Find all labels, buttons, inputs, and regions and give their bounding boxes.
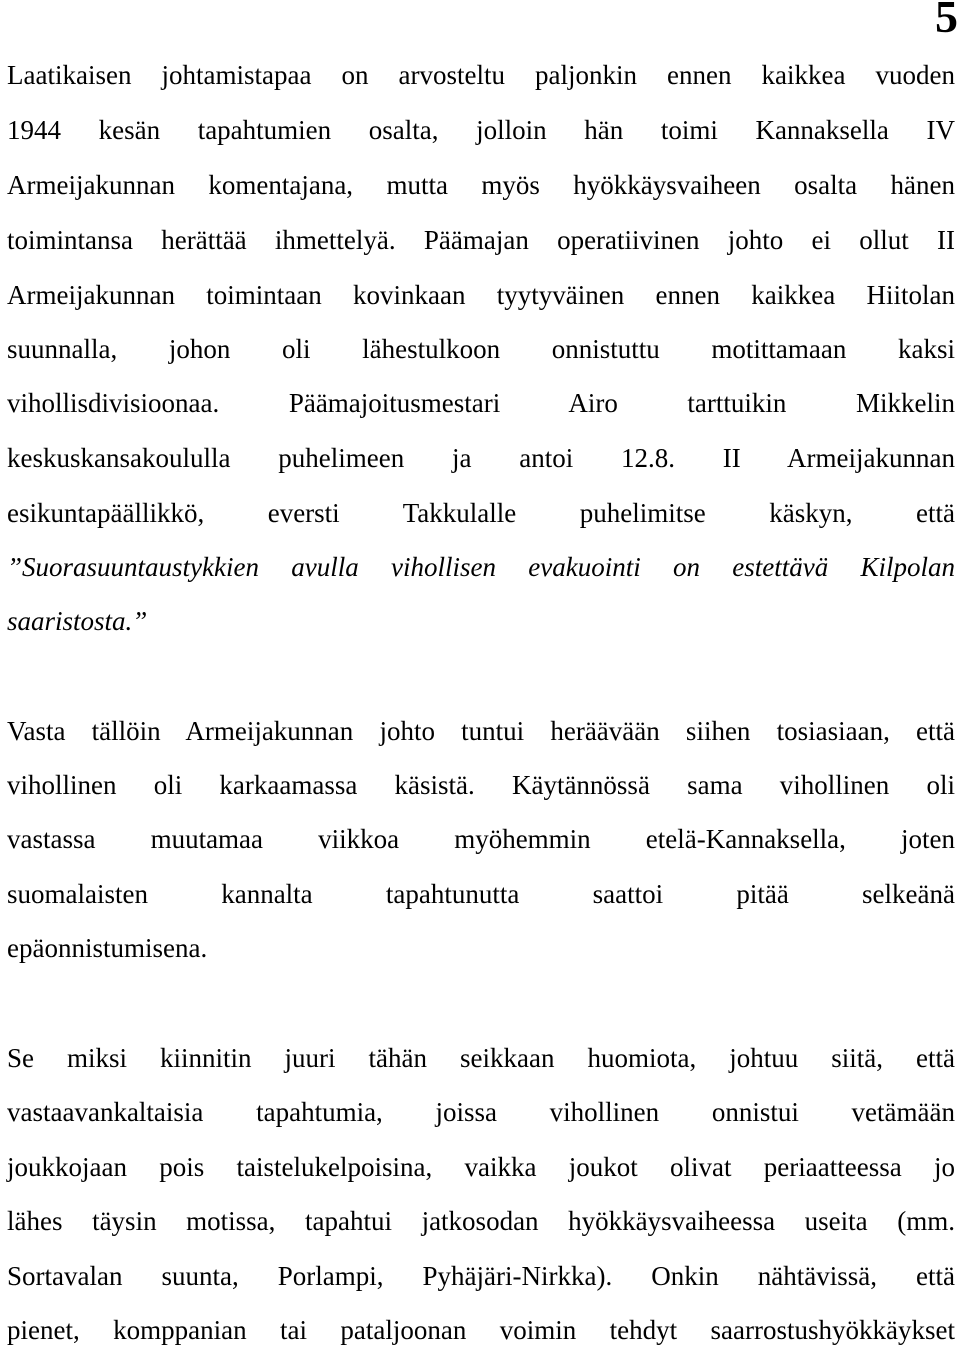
text-line: suunnalla, johon oli lähestulkoon onnistuttu motittamaan kaksi <box>7 334 955 364</box>
text-line: pienet, komppanian tai pataljoonan voimin tehdyt saarrostushyökkäykset <box>7 1315 955 1345</box>
page-number: 5 <box>935 0 958 42</box>
text-line: Armeijakunnan toimintaan kovinkaan tyytyväinen ennen kaikkea Hiitolan <box>7 280 955 310</box>
text-line: vihollisdivisioonaa. Päämajoitusmestari Airo tarttuikin Mikkelin <box>7 388 955 418</box>
text-line: Se miksi kiinnitin juuri tähän seikkaan huomiota, johtuu siitä, että <box>7 1043 955 1073</box>
text-line: vastassa muutamaa viikkoa myöhemmin etelä-Kannaksella, joten <box>7 824 955 854</box>
text-line: epäonnistumisena. <box>7 933 208 963</box>
text-line: esikuntapäällikkö, eversti Takkulalle puhelimitse käskyn, että <box>7 498 955 528</box>
text-line: Armeijakunnan komentajana, mutta myös hyökkäysvaiheen osalta hänen <box>7 170 955 200</box>
text-line: Laatikaisen johtamistapaa on arvosteltu paljonkin ennen kaikkea vuoden <box>7 60 955 90</box>
text-line: Vasta tällöin Armeijakunnan johto tuntui heräävään siihen tosiasiaan, että <box>7 716 955 746</box>
text-line: 1944 kesän tapahtumien osalta, jolloin hän toimi Kannaksella IV <box>7 115 955 145</box>
quote-line: ”Suorasuuntaustykkien avulla vihollisen evakuointi on estettävä Kilpolan <box>7 552 955 582</box>
text-line: suomalaisten kannalta tapahtunutta saattoi pitää selkeänä <box>7 879 955 909</box>
text-line: joukkojaan pois taistelukelpoisina, vaikka joukot olivat periaatteessa jo <box>7 1152 955 1182</box>
text-line: Sortavalan suunta, Porlampi, Pyhäjäri-Nirkka). Onkin nähtävissä, että <box>7 1261 955 1291</box>
text-line: keskuskansakoululla puhelimeen ja antoi 12.8. II Armeijakunnan <box>7 443 955 473</box>
text-line: vastaavankaltaisia tapahtumia, joissa vihollinen onnistui vetämään <box>7 1097 955 1127</box>
quote-line: saaristosta.” <box>7 606 148 636</box>
text-line: toimintansa herättää ihmettelyä. Päämajan operatiivinen johto ei ollut II <box>7 225 955 255</box>
text-line: vihollinen oli karkaamassa käsistä. Käytännössä sama vihollinen oli <box>7 770 955 800</box>
text-line: lähes täysin motissa, tapahtui jatkosodan hyökkäysvaiheessa useita (mm. <box>7 1206 955 1236</box>
